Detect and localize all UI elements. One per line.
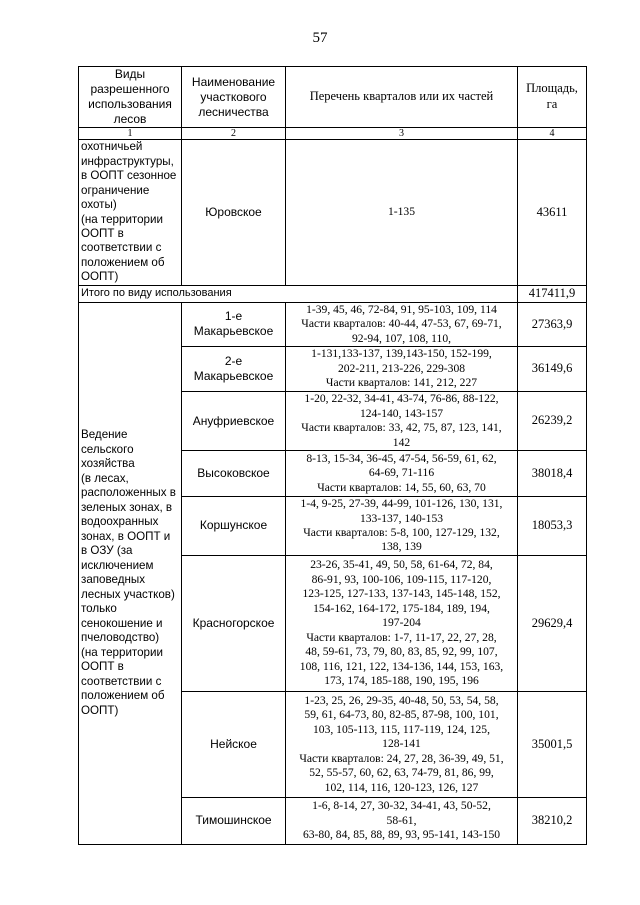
use-type-cell: Ведение сельского хозяйства (в лесах, расположенных в зеленых зонах, в водоохранных зонах, в ООПТ и в ОЗУ (за исключением заповедных лесных участков) только сенокошение и пчеловодство) (на территории ООПТ в соответствии с положением об ООПТ)	[79, 302, 182, 844]
quarters-cell: 1-20, 22-32, 34-41, 43-74, 76-86, 88-122, 124-140, 143-157 Части кварталов: 33, 42, 75, 87, 123, 141, 142	[286, 392, 518, 451]
area-cell: 18053,3	[518, 497, 587, 556]
page-number: 57	[312, 30, 328, 46]
district-cell: Юровское	[182, 140, 286, 286]
column-number: 1	[79, 128, 182, 140]
district-cell: Тимошинское	[182, 797, 286, 844]
quarters-cell: 1-135	[286, 140, 518, 286]
quarters-cell: 1-6, 8-14, 27, 30-32, 34-41, 43, 50-52, 58-61, 63-80, 84, 85, 88, 89, 93, 95-141, 143-150	[286, 797, 518, 844]
column-number: 2	[182, 128, 286, 140]
header-use-type: Виды разрешенного использования лесов	[79, 67, 182, 128]
total-area: 417411,9	[518, 286, 587, 303]
table-row	[79, 302, 587, 346]
quarters-cell: 23-26, 35-41, 49, 50, 58, 61-64, 72, 84, 86-91, 93, 100-106, 109-115, 117-120, 123-125, 127-133, 137-143, 145-148, 152, 154-162, 164-172, 175-184, 189, 194, 197-204 Части кварталов: 1-7, 11-17, 22, 27, 28, 48, 59-61, 73, 79, 80, 83, 85, 92, 99, 107, 108, 116, 121, 122, 134-136, 144, 153, 163, 173, 174, 185-188, 190, 195, 196	[286, 555, 518, 691]
quarters-cell: 1-4, 9-25, 27-39, 44-99, 101-126, 130, 131, 133-137, 140-153 Части кварталов: 5-8, 100, 127-129, 132, 138, 139	[286, 497, 518, 556]
area-cell: 36149,6	[518, 347, 587, 392]
district-cell: Ануфриевское	[182, 392, 286, 451]
district-cell: Высоковское	[182, 451, 286, 497]
quarters-cell: 1-131,133-137, 139,143-150, 152-199, 202-211, 213-226, 229-308 Части кварталов: 141, 212, 227	[286, 347, 518, 392]
district-cell: 2-е Макарьевское	[182, 347, 286, 392]
column-number: 3	[286, 128, 518, 140]
header-area: Площадь, га	[518, 67, 587, 128]
quarters-cell: 1-23, 25, 26, 29-35, 40-48, 50, 53, 54, 58, 59, 61, 64-73, 80, 82-85, 87-98, 100, 101, 103, 105-113, 115, 117-119, 124, 125, 128-141 Части кварталов: 24, 27, 28, 36-39, 49, 51, 52, 55-57, 60, 62, 63, 74-79, 81, 86, 99, 102, 114, 116, 120-123, 126, 127	[286, 691, 518, 797]
area-cell: 27363,9	[518, 302, 587, 346]
district-cell: 1-е Макарьевское	[182, 302, 286, 346]
quarters-cell: 1-39, 45, 46, 72-84, 91, 95-103, 109, 114 Части кварталов: 40-44, 47-53, 67, 69-71, 92-94, 107, 108, 110,	[286, 302, 518, 346]
district-cell: Коршунское	[182, 497, 286, 556]
table-row	[79, 140, 587, 286]
column-number: 4	[518, 128, 587, 140]
area-cell: 26239,2	[518, 392, 587, 451]
district-cell: Нейское	[182, 691, 286, 797]
quarters-cell: 8-13, 15-34, 36-45, 47-54, 56-59, 61, 62, 64-69, 71-116 Части кварталов: 14, 55, 60, 63, 70	[286, 451, 518, 497]
use-type-cell: охотничьей инфраструктуры, в ООПТ сезонное ограничение охоты) (на территории ООПТ в соответствии с положением об ООПТ)	[79, 140, 182, 286]
total-row	[79, 286, 587, 303]
area-cell: 38018,4	[518, 451, 587, 497]
header-quarters: Перечень кварталов или их частей	[286, 67, 518, 128]
area-cell: 38210,2	[518, 797, 587, 844]
total-label: Итого по виду использования	[79, 286, 518, 303]
header-district: Наименование участкового лесничества	[182, 67, 286, 128]
area-cell: 43611	[518, 140, 587, 286]
area-cell: 29629,4	[518, 555, 587, 691]
district-cell: Красногорское	[182, 555, 286, 691]
forest-use-table	[78, 66, 587, 845]
area-cell: 35001,5	[518, 691, 587, 797]
